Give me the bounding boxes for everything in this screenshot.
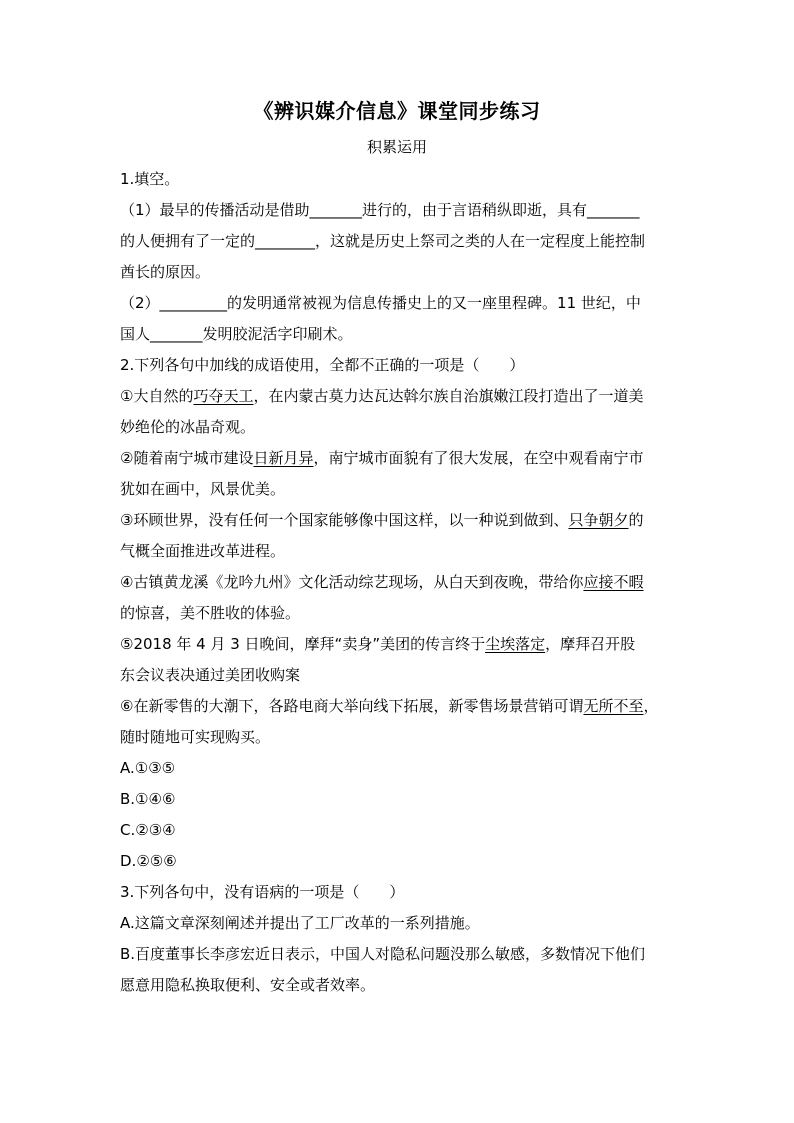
text-line: [120, 350, 676, 381]
text-line: [120, 970, 676, 1001]
underlined-idiom: 应接不暇: [583, 573, 644, 591]
underlined-idiom: 尘埃落定: [485, 635, 546, 653]
text-segment: 的惊喜，美不胜收的体验。: [120, 604, 301, 622]
text-line: [120, 846, 676, 877]
text-line: [120, 753, 676, 784]
text-line: [120, 195, 676, 226]
document-title: 《辨识媒介信息》课堂同步练习: [253, 99, 541, 123]
text-segment: 随时随地可实现购买。: [120, 728, 271, 746]
text-line: [120, 226, 676, 257]
text-segment: 国人_______发明胶泥活字印刷术。: [120, 325, 353, 343]
text-segment: 3.下列各句中，没有语病的一项是（ ）: [120, 883, 405, 901]
text-line: [120, 288, 676, 319]
section-subtitle: 积累运用: [366, 138, 427, 156]
text-segment: 1.填空。: [120, 170, 180, 188]
text-segment: ，: [643, 697, 659, 715]
text-segment: ①大自然的: [120, 387, 194, 405]
text-line: [120, 412, 676, 443]
text-line: [120, 660, 676, 691]
text-segment: 2.下列各句中加线的成语使用，全都不正确的一项是（ ）: [120, 356, 525, 374]
text-segment: 的: [628, 511, 644, 529]
text-line: [120, 257, 676, 288]
text-segment: 犹如在画中，风景优美。: [120, 480, 286, 498]
text-line: [120, 381, 676, 412]
text-segment: C.②③④: [120, 821, 176, 839]
text-line: [120, 567, 676, 598]
text-segment: 酋长的原因。: [120, 263, 211, 281]
document-body: [120, 164, 676, 1001]
text-segment: A.①③⑤: [120, 759, 176, 777]
text-line: [120, 164, 676, 195]
text-segment: A.这篇文章深刻阐述并提出了工厂改革的一系列措施。: [120, 914, 480, 932]
text-segment: 妙绝伦的冰晶奇观。: [120, 418, 256, 436]
text-segment: 东会议表决通过美团收购案: [120, 666, 301, 684]
text-segment: 的人便拥有了一定的________，这就是历史上祭司之类的人在一定程度上能控制: [120, 232, 646, 250]
underlined-idiom: 只争朝夕: [568, 511, 629, 529]
text-line: [120, 784, 676, 815]
underlined-idiom: 巧夺天工: [193, 387, 254, 405]
text-line: [120, 877, 676, 908]
underlined-idiom: 日新月异: [253, 449, 314, 467]
text-line: [120, 443, 676, 474]
text-segment: ⑤2018 年 4 月 3 日晚间，摩拜“卖身”美团的传言终于: [120, 635, 486, 653]
text-segment: D.②⑤⑥: [120, 852, 177, 870]
text-line: [120, 815, 676, 846]
text-segment: ，在内蒙古莫力达瓦达斡尔族自治旗嫩江段打造出了一道美: [253, 387, 644, 405]
text-line: [120, 722, 676, 753]
text-line: [120, 691, 676, 722]
text-segment: 气概全面推进改革进程。: [120, 542, 286, 560]
text-segment: ②随着南宁城市建设: [120, 449, 254, 467]
text-segment: 愿意用隐私换取便利、安全或者效率。: [120, 976, 376, 994]
text-line: [120, 536, 676, 567]
text-segment: ⑥在新零售的大潮下，各路电商大举向线下拓展，新零售场景营销可谓: [120, 697, 584, 715]
text-segment: ，南宁城市面貌有了很大发展，在空中观看南宁市: [313, 449, 644, 467]
underlined-idiom: 无所不至: [583, 697, 644, 715]
text-segment: B.①④⑥: [120, 790, 176, 808]
text-line: [120, 598, 676, 629]
text-segment: （2）_________的发明通常被视为信息传播史上的又一座里程碑。11 世纪，中: [120, 294, 641, 312]
text-line: [120, 474, 676, 505]
text-line: [120, 908, 676, 939]
text-line: [120, 629, 676, 660]
text-line: [120, 939, 676, 970]
text-segment: ④古镇黄龙溪《龙吟九州》文化活动综艺现场，从白天到夜晚，带给你: [120, 573, 584, 591]
text-segment: ，摩拜召开股: [545, 635, 636, 653]
text-line: [120, 319, 676, 350]
text-segment: ③环顾世界，没有任何一个国家能够像中国这样，以一种说到做到、: [120, 511, 569, 529]
text-line: [120, 505, 676, 536]
text-segment: B.百度董事长李彦宏近日表示，中国人对隐私问题没那么敏感，多数情况下他们: [120, 945, 646, 963]
text-segment: （1）最早的传播活动是借助_______进行的，由于言语稍纵即逝，具有_______: [120, 201, 640, 219]
